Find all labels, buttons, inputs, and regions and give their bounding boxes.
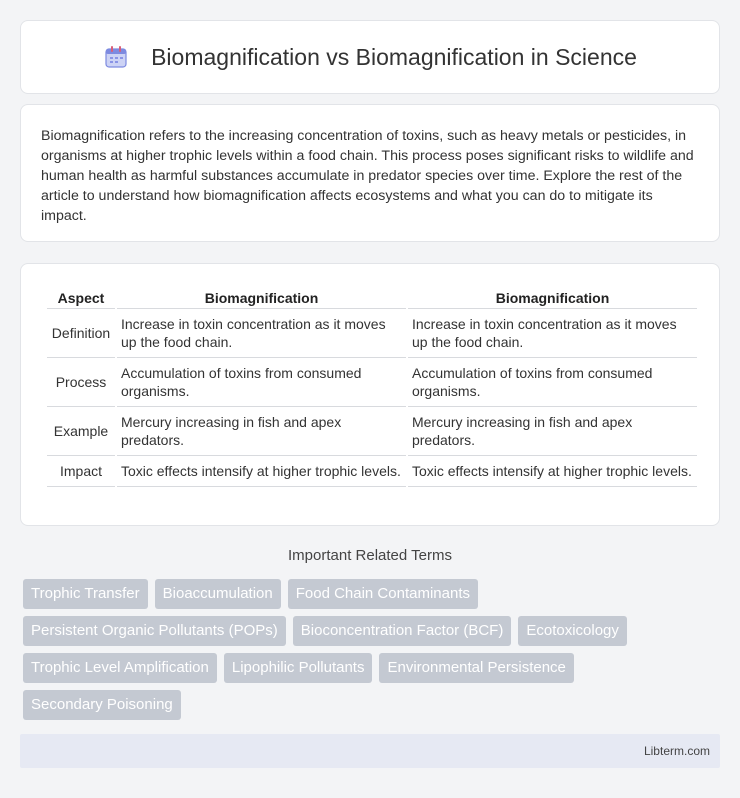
row-aspect: Example xyxy=(47,407,115,456)
term-tag-food-chain-contaminants[interactable]: Food Chain Contaminants xyxy=(288,579,478,609)
term-tag-bioaccumulation[interactable]: Bioaccumulation xyxy=(155,579,281,609)
row-aspect: Definition xyxy=(47,309,115,358)
term-tag-pops[interactable]: Persistent Organic Pollutants (POPs) xyxy=(23,616,286,646)
row-term-a: Toxic effects intensify at higher trophic levels. xyxy=(117,456,406,487)
row-term-b: Mercury increasing in fish and apex predators. xyxy=(408,407,697,456)
row-term-b: Accumulation of toxins from consumed organisms. xyxy=(408,358,697,407)
term-tag-trophic-level-amplification[interactable]: Trophic Level Amplification xyxy=(23,653,217,683)
term-tag-secondary-poisoning[interactable]: Secondary Poisoning xyxy=(23,690,181,720)
header-term-a: Biomagnification xyxy=(117,286,406,309)
table-row xyxy=(47,358,697,407)
calendar-icon xyxy=(103,44,129,70)
intro-paragraph: Biomagnification refers to the increasing concentration of toxins, such as heavy metals or pesticides, in organisms at higher trophic levels within a food chain. This process poses significant risks to wildlife and human health as harmful substances accumulate in predator species over time. Explore the rest of the article to understand how biomagnification affects ecosystems and what you can do to mitigate its impact. xyxy=(41,128,694,224)
intro-card xyxy=(20,104,720,242)
term-tag-bcf[interactable]: Bioconcentration Factor (BCF) xyxy=(293,616,512,646)
term-tag-lipophilic-pollutants[interactable]: Lipophilic Pollutants xyxy=(224,653,373,683)
table-row xyxy=(47,309,697,358)
related-terms-list xyxy=(23,579,723,720)
table-header-row xyxy=(47,286,697,309)
row-term-a: Increase in toxin concentration as it moves up the food chain. xyxy=(117,309,406,358)
comparison-table xyxy=(45,286,699,487)
row-term-a: Mercury increasing in fish and apex predators. xyxy=(117,407,406,456)
row-term-b: Increase in toxin concentration as it moves up the food chain. xyxy=(408,309,697,358)
page-title: Biomagnification vs Biomagnification in Science xyxy=(151,43,637,70)
row-term-b: Toxic effects intensify at higher trophic levels. xyxy=(408,456,697,487)
related-terms-heading: Important Related Terms xyxy=(288,547,452,564)
term-tag-environmental-persistence[interactable]: Environmental Persistence xyxy=(379,653,573,683)
comparison-card xyxy=(20,263,720,526)
footer-brand-link[interactable]: Libterm.com xyxy=(643,744,710,758)
header-term-b: Biomagnification xyxy=(408,286,697,309)
title-card xyxy=(20,20,720,94)
table-row xyxy=(47,456,697,487)
row-aspect: Process xyxy=(47,358,115,407)
row-aspect: Impact xyxy=(47,456,115,487)
term-tag-ecotoxicology[interactable]: Ecotoxicology xyxy=(518,616,627,646)
term-tag-trophic-transfer[interactable]: Trophic Transfer xyxy=(23,579,148,609)
header-aspect: Aspect xyxy=(47,286,115,309)
row-term-a: Accumulation of toxins from consumed organisms. xyxy=(117,358,406,407)
table-row xyxy=(47,407,697,456)
footer xyxy=(20,734,720,768)
